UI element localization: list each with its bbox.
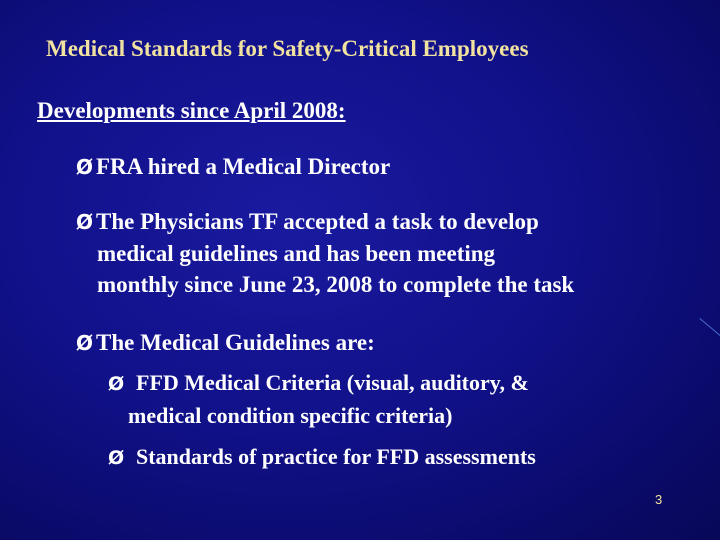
bullet-item-1 (76, 151, 390, 183)
page-number: 3 (655, 492, 663, 507)
arrow-bullet-icon: Ø (76, 331, 94, 355)
bullet-text: FRA hired a Medical Director (96, 154, 391, 179)
bullet-text: The Physicians TF accepted a task to develop (96, 209, 539, 234)
arrow-bullet-icon: Ø (76, 210, 94, 234)
arrow-bullet-icon: Ø (108, 447, 125, 469)
bullet-text: The Medical Guidelines are: (96, 330, 375, 355)
bullet-item-2 (76, 206, 696, 300)
sub-bullet-item-2 (108, 441, 536, 474)
arrow-bullet-icon: Ø (76, 155, 94, 179)
slide-title: Medical Standards for Safety-Critical Employees (46, 36, 529, 61)
sub-bullet-item-1 (108, 367, 688, 431)
sub-bullet-text: FFD Medical Criteria (visual, auditory, & (136, 370, 529, 395)
sub-bullet-text: medical condition specific criteria) (128, 403, 453, 428)
decorative-line (699, 318, 720, 338)
bullet-item-3 (76, 327, 375, 359)
sub-bullet-text: Standards of practice for FFD assessments (136, 444, 536, 469)
slide-subtitle: Developments since April 2008: (37, 98, 346, 123)
bullet-text: medical guidelines and has been meeting (97, 241, 496, 266)
bullet-text: monthly since June 23, 2008 to complete the task (97, 272, 575, 297)
arrow-bullet-icon: Ø (108, 373, 125, 395)
